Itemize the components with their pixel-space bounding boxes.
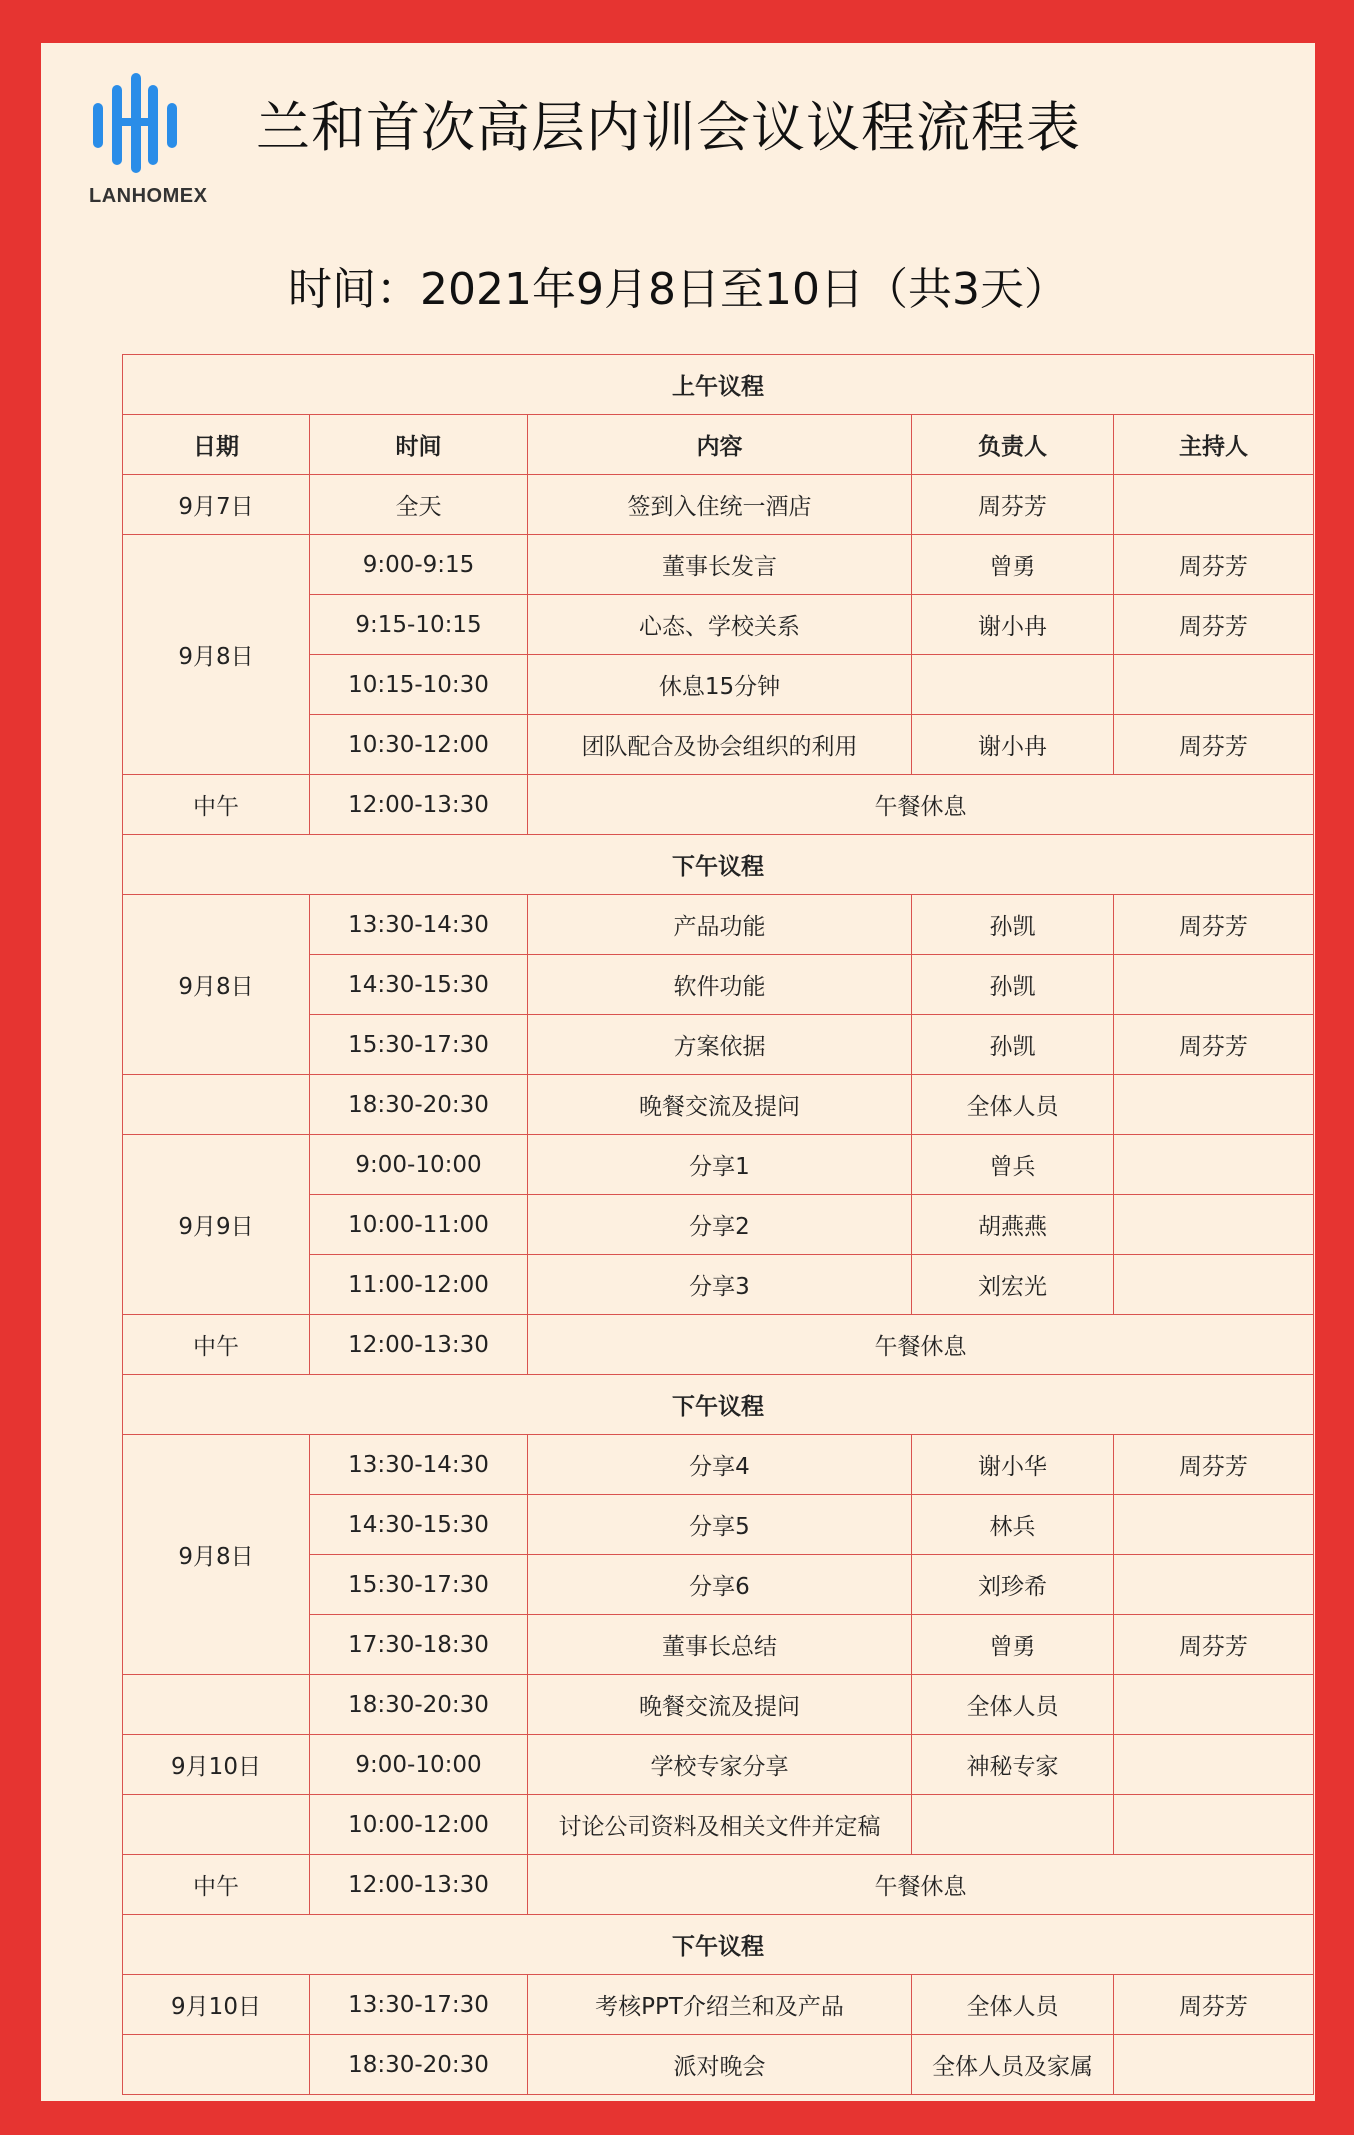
host-cell xyxy=(1114,1555,1314,1615)
agenda-table xyxy=(122,354,1314,2095)
owner-cell: 刘宏光 xyxy=(912,1255,1114,1315)
header-time: 时间 xyxy=(310,415,528,475)
owner-cell: 全体人员及家属 xyxy=(912,2035,1114,2095)
owner-cell: 谢小冉 xyxy=(912,715,1114,775)
time-cell: 18:30-20:30 xyxy=(310,2035,528,2095)
host-cell xyxy=(1114,955,1314,1015)
owner-cell: 谢小华 xyxy=(912,1435,1114,1495)
date-cell: 9月8日 xyxy=(123,1435,310,1675)
table-row xyxy=(123,1435,1314,1495)
host-cell: 周芬芳 xyxy=(1114,1435,1314,1495)
time-cell: 15:30-17:30 xyxy=(310,1015,528,1075)
table-row xyxy=(123,2035,1314,2095)
owner-cell: 孙凯 xyxy=(912,1015,1114,1075)
content-cell: 考核PPT介绍兰和及产品 xyxy=(528,1975,912,2035)
time-cell: 12:00-13:30 xyxy=(310,1315,528,1375)
section-title: 下午议程 xyxy=(123,835,1314,895)
header-date: 日期 xyxy=(123,415,310,475)
host-cell xyxy=(1114,1135,1314,1195)
host-cell: 周芬芳 xyxy=(1114,715,1314,775)
host-cell: 周芬芳 xyxy=(1114,1975,1314,2035)
host-cell xyxy=(1114,1735,1314,1795)
host-cell xyxy=(1114,1495,1314,1555)
table-row xyxy=(123,895,1314,955)
content-cell: 董事长总结 xyxy=(528,1615,912,1675)
content-cell: 分享6 xyxy=(528,1555,912,1615)
content-cell: 董事长发言 xyxy=(528,535,912,595)
owner-cell: 周芬芳 xyxy=(912,475,1114,535)
content-cell: 分享1 xyxy=(528,1135,912,1195)
date-cell xyxy=(123,1675,310,1735)
time-cell: 9:15-10:15 xyxy=(310,595,528,655)
table-row xyxy=(123,775,1314,835)
time-cell: 13:30-14:30 xyxy=(310,895,528,955)
table-row xyxy=(123,535,1314,595)
section-row xyxy=(123,835,1314,895)
logo-text: LANHOMEX xyxy=(89,185,208,207)
merged-cell: 午餐休息 xyxy=(528,1855,1314,1915)
owner-cell: 孙凯 xyxy=(912,895,1114,955)
table-row xyxy=(123,1855,1314,1915)
section-row xyxy=(123,1915,1314,1975)
content-cell: 晚餐交流及提问 xyxy=(528,1675,912,1735)
owner-cell: 神秘专家 xyxy=(912,1735,1114,1795)
merged-cell: 午餐休息 xyxy=(528,775,1314,835)
owner-cell: 谢小冉 xyxy=(912,595,1114,655)
date-cell: 9月8日 xyxy=(123,895,310,1075)
time-cell: 13:30-17:30 xyxy=(310,1975,528,2035)
host-cell xyxy=(1114,655,1314,715)
page-paper xyxy=(41,43,1315,2101)
header-host: 主持人 xyxy=(1114,415,1314,475)
time-cell: 17:30-18:30 xyxy=(310,1615,528,1675)
table-row xyxy=(123,1315,1314,1375)
content-cell: 休息15分钟 xyxy=(528,655,912,715)
section-title: 上午议程 xyxy=(123,355,1314,415)
host-cell xyxy=(1114,1195,1314,1255)
time-cell: 10:00-12:00 xyxy=(310,1795,528,1855)
date-cell: 9月7日 xyxy=(123,475,310,535)
host-cell xyxy=(1114,1675,1314,1735)
time-cell: 14:30-15:30 xyxy=(310,1495,528,1555)
time-cell: 9:00-9:15 xyxy=(310,535,528,595)
content-cell: 产品功能 xyxy=(528,895,912,955)
section-row xyxy=(123,355,1314,415)
content-cell: 心态、学校关系 xyxy=(528,595,912,655)
owner-cell: 刘珍希 xyxy=(912,1555,1114,1615)
content-cell: 分享3 xyxy=(528,1255,912,1315)
date-cell: 中午 xyxy=(123,775,310,835)
owner-cell: 曾勇 xyxy=(912,1615,1114,1675)
host-cell xyxy=(1114,475,1314,535)
content-cell: 方案依据 xyxy=(528,1015,912,1075)
table-row xyxy=(123,1975,1314,2035)
content-cell: 分享2 xyxy=(528,1195,912,1255)
host-cell: 周芬芳 xyxy=(1114,1015,1314,1075)
table-row xyxy=(123,1675,1314,1735)
table-row xyxy=(123,1735,1314,1795)
lanhomex-logo xyxy=(85,63,215,207)
host-cell xyxy=(1114,2035,1314,2095)
table-row xyxy=(123,475,1314,535)
content-cell: 软件功能 xyxy=(528,955,912,1015)
time-cell: 10:30-12:00 xyxy=(310,715,528,775)
date-cell: 9月8日 xyxy=(123,535,310,775)
owner-cell: 曾兵 xyxy=(912,1135,1114,1195)
time-cell: 12:00-13:30 xyxy=(310,1855,528,1915)
date-cell xyxy=(123,1795,310,1855)
owner-cell xyxy=(912,655,1114,715)
content-cell: 学校专家分享 xyxy=(528,1735,912,1795)
owner-cell: 全体人员 xyxy=(912,1975,1114,2035)
host-cell: 周芬芳 xyxy=(1114,1615,1314,1675)
owner-cell: 曾勇 xyxy=(912,535,1114,595)
owner-cell: 孙凯 xyxy=(912,955,1114,1015)
table-row xyxy=(123,1795,1314,1855)
time-cell: 14:30-15:30 xyxy=(310,955,528,1015)
owner-cell: 林兵 xyxy=(912,1495,1114,1555)
date-cell: 9月10日 xyxy=(123,1735,310,1795)
owner-cell xyxy=(912,1795,1114,1855)
content-cell: 分享5 xyxy=(528,1495,912,1555)
time-cell: 9:00-10:00 xyxy=(310,1735,528,1795)
table-row xyxy=(123,1075,1314,1135)
time-cell: 12:00-13:30 xyxy=(310,775,528,835)
time-cell: 13:30-14:30 xyxy=(310,1435,528,1495)
content-cell: 团队配合及协会组织的利用 xyxy=(528,715,912,775)
owner-cell: 全体人员 xyxy=(912,1675,1114,1735)
host-cell xyxy=(1114,1255,1314,1315)
content-cell: 签到入住统一酒店 xyxy=(528,475,912,535)
header-row xyxy=(123,415,1314,475)
page-title: 兰和首次高层内训会议议程流程表 xyxy=(256,96,1081,159)
host-cell: 周芬芳 xyxy=(1114,535,1314,595)
content-cell: 讨论公司资料及相关文件并定稿 xyxy=(528,1795,912,1855)
time-cell: 15:30-17:30 xyxy=(310,1555,528,1615)
date-line: 时间：2021年9月8日至10日（共3天） xyxy=(288,264,1068,315)
date-cell: 9月9日 xyxy=(123,1135,310,1315)
time-cell: 10:00-11:00 xyxy=(310,1195,528,1255)
time-cell: 11:00-12:00 xyxy=(310,1255,528,1315)
logo-bars-icon xyxy=(85,63,185,173)
date-cell: 9月10日 xyxy=(123,1975,310,2035)
table-row xyxy=(123,1135,1314,1195)
content-cell: 派对晚会 xyxy=(528,2035,912,2095)
header-owner: 负责人 xyxy=(912,415,1114,475)
section-title: 下午议程 xyxy=(123,1375,1314,1435)
section-title: 下午议程 xyxy=(123,1915,1314,1975)
time-cell: 9:00-10:00 xyxy=(310,1135,528,1195)
date-cell xyxy=(123,2035,310,2095)
date-cell: 中午 xyxy=(123,1315,310,1375)
header-content: 内容 xyxy=(528,415,912,475)
date-cell xyxy=(123,1075,310,1135)
time-cell: 18:30-20:30 xyxy=(310,1075,528,1135)
merged-cell: 午餐休息 xyxy=(528,1315,1314,1375)
time-cell: 18:30-20:30 xyxy=(310,1675,528,1735)
time-cell: 10:15-10:30 xyxy=(310,655,528,715)
host-cell: 周芬芳 xyxy=(1114,595,1314,655)
owner-cell: 全体人员 xyxy=(912,1075,1114,1135)
date-cell: 中午 xyxy=(123,1855,310,1915)
content-cell: 晚餐交流及提问 xyxy=(528,1075,912,1135)
host-cell xyxy=(1114,1075,1314,1135)
time-cell: 全天 xyxy=(310,475,528,535)
host-cell xyxy=(1114,1795,1314,1855)
section-row xyxy=(123,1375,1314,1435)
owner-cell: 胡燕燕 xyxy=(912,1195,1114,1255)
host-cell: 周芬芳 xyxy=(1114,895,1314,955)
content-cell: 分享4 xyxy=(528,1435,912,1495)
